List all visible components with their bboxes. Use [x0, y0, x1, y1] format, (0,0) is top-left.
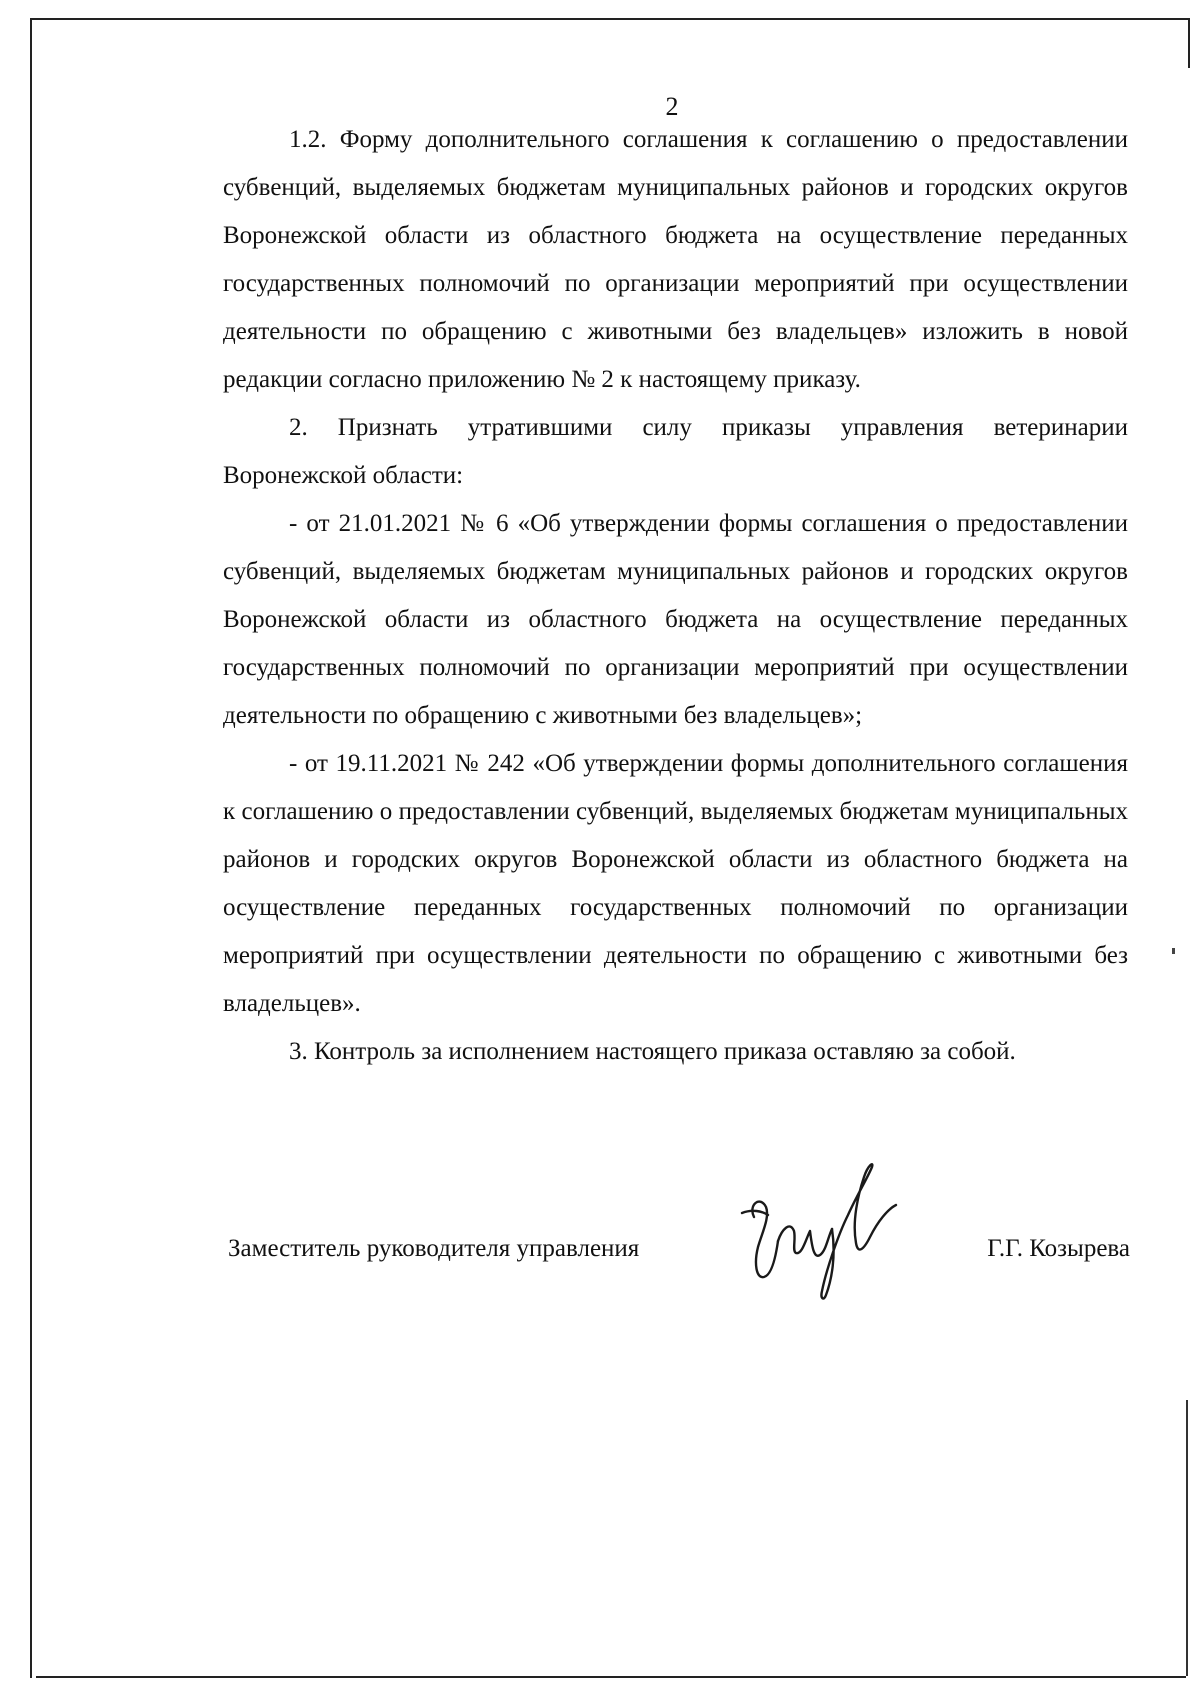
- signature-block: [228, 1205, 1130, 1315]
- paragraph-3: 3. Контроль за исполнением настоящего приказа оставляю за собой.: [289, 1038, 1016, 1065]
- paragraph-1-2: 1.2. Форму дополнительного соглашения к соглашению о предоставлении субвенций, выделяемых бюджетам муниципальных районов и городских округов Воронежской области из областного бюджета на осуществление переданных государственных полномочий по организации мероприятий при осуществлении деятельности по обращению с животными без владельцев» изложить в новой редакции согласно приложению № 2 к настоящему приказу.: [223, 126, 1128, 393]
- scan-border-bottom: [36, 1676, 1186, 1678]
- scan-border-left: [30, 18, 32, 1678]
- document-body: [223, 116, 1128, 1076]
- handwritten-signature: [732, 1155, 902, 1305]
- paragraph-2-item-2: - от 19.11.2021 № 242 «Об утверждении формы дополнительного соглашения к соглашению о предоставлении субвенций, выделяемых бюджетам муниципальных районов и городских округов Воронежской области из областного бюджета на осуществление переданных государственных полномочий по организации мероприятий при осуществлении деятельности по обращению с животными без владельцев».: [223, 750, 1128, 1017]
- page-number: 2: [665, 92, 679, 121]
- paragraph-2: 2. Признать утратившими силу приказы управления ветеринарии Воронежской области:: [223, 414, 1128, 489]
- scan-border-right: [1188, 18, 1190, 68]
- scan-speck: [1172, 948, 1175, 954]
- paragraph-2-item-1: - от 21.01.2021 № 6 «Об утверждении формы соглашения о предоставлении субвенций, выделяемых бюджетам муниципальных районов и городских округов Воронежской области из областного бюджета на осуществление переданных государственных полномочий по организации мероприятий при осуществлении деятельности по обращению с животными без владельцев»;: [223, 510, 1128, 729]
- scan-border-top: [30, 18, 1190, 20]
- signer-title: Заместитель руководителя управления: [228, 1235, 640, 1262]
- scan-border-right-lower: [1186, 1400, 1188, 1676]
- signer-name: Г.Г. Козырева: [987, 1235, 1130, 1262]
